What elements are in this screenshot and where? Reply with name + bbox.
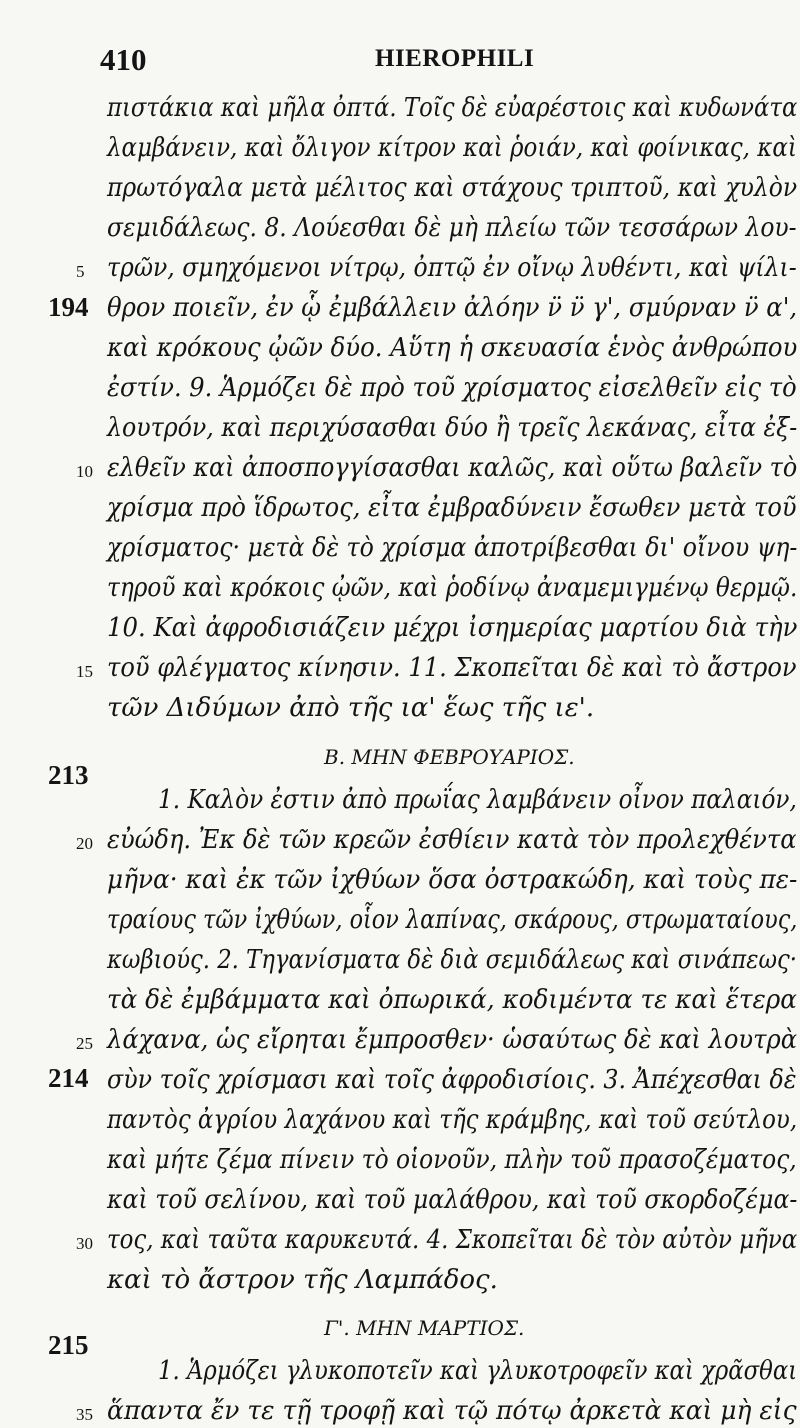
text-line: λαμβάνειν, καὶ ὄλιγον κίτρον καὶ ῥοιάν, καὶ φοίνικας, καὶ	[107, 133, 797, 163]
text-line: 1. Καλὸν ἐστιν ἀπὸ πρωΐας λαμβάνειν οἶνον παλαιόν,	[158, 785, 797, 815]
line-number: 10	[76, 462, 93, 481]
text-line: τραίους τῶν ἰχθύων, οἷον λαπίνας, σκάρους, στρωματαίους,	[107, 905, 798, 935]
margin-number: 214	[48, 1063, 89, 1093]
section-heading-february: B. ΜΗΝ ΦΕΒΡΟΥΑΡΙΟΣ.	[324, 745, 575, 769]
text-line: καὶ τὸ ἄστρον τῆς Λαμπάδος.	[107, 1265, 498, 1295]
text-line: χρίσματος· μετὰ δὲ τὸ χρίσμα ἀποτρίβεσθαι δι' οἴνου ψη-	[107, 533, 798, 563]
text-line: τῶν Διδύμων ἀπὸ τῆς ια' ἕως τῆς ιε'.	[107, 693, 595, 723]
text-line: ἐστίν. 9. Ἁρμόζει δὲ πρὸ τοῦ χρίσματος εἰσελθεῖν εἰς τὸ	[107, 373, 797, 403]
text-line: λάχανα, ὡς εἴρηται ἔμπροσθεν· ὡσαύτως δὲ καὶ λουτρὰ	[107, 1025, 798, 1055]
text-line: τηροῦ καὶ κρόκοις ᾠῶν, καὶ ῥοδίνῳ ἀναμεμιγμένῳ θερμῷ.	[107, 573, 798, 603]
text-line: καὶ μήτε ζέμα πίνειν τὸ οἱονοῦν, πλὴν τοῦ πρασοζέματος,	[107, 1145, 797, 1175]
text-line: ἅπαντα ἔν τε τῇ τροφῇ καὶ τῷ πότῳ ἀρκετὰ καὶ μὴ εἰς	[107, 1396, 797, 1426]
margin-number: 194	[48, 292, 89, 322]
page-number: 410	[100, 42, 147, 77]
text-line: λουτρόν, καὶ περιχύσασθαι δύο ἢ τρεῖς λεκάνας, εἶτα ἐξ-	[107, 413, 798, 443]
text-line: κωβιούς. 2. Τηγανίσματα δὲ διὰ σεμιδάλεως καὶ σινάπεως·	[107, 945, 797, 975]
line-number: 25	[76, 1034, 93, 1053]
text-line: θρον ποιεῖν, ἐν ᾧ ἐμβάλλειν ἀλόην ν̈ ν̈ γ', σμύρναν ν̈ α',	[107, 293, 798, 323]
text-line: 10. Καὶ ἀφροδισιάζειν μέχρι ἰσημερίας μαρτίου διὰ τὴν	[107, 613, 798, 643]
text-line: τὰ δὲ ἐμβάμματα καὶ ὀπωρικά, κοδιμέντα τε καὶ ἕτερα	[107, 985, 797, 1015]
text-line: τρῶν, σμηχόμενοι νίτρῳ, ὀπτῷ ἐν οἴνῳ λυθέντι, καὶ ψίλι-	[107, 253, 797, 283]
line-number: 20	[76, 834, 93, 853]
text-line: σεμιδάλεως. 8. Λούεσθαι δὲ μὴ πλείω τῶν τεσσάρων λου-	[107, 213, 797, 243]
text-line: παντὸς ἀγρίου λαχάνου καὶ τῆς κράμβης, καὶ τοῦ σεύτλου,	[107, 1105, 798, 1135]
text-line: εὐώδη. Ἐκ δὲ τῶν κρεῶν ἐσθίειν κατὰ τὸν προλεχθέντα	[107, 825, 797, 855]
text-line: τος, καὶ ταῦτα καρυκευτά. 4. Σκοπεῖται δὲ τὸν αὐτὸν μῆνα	[107, 1225, 798, 1255]
text-line: 1. Ἁρμόζει γλυκοποτεῖν καὶ γλυκοτροφεῖν καὶ χρᾶσθαι	[158, 1356, 798, 1386]
line-number: 35	[76, 1405, 93, 1424]
text-line: χρίσμα πρὸ ἵδρωτος, εἶτα ἐμβραδύνειν ἔσωθεν μετὰ τοῦ	[107, 493, 797, 523]
text-line: πρωτόγαλα μετὰ μέλιτος καὶ στάχους τριπτοῦ, καὶ χυλὸν	[107, 173, 798, 203]
text-line: καὶ τοῦ σελίνου, καὶ τοῦ μαλάθρου, καὶ τοῦ σκορδοζέμα-	[107, 1185, 798, 1215]
line-number: 30	[76, 1234, 93, 1253]
text-line: σὺν τοῖς χρίσμασι καὶ τοῖς ἀφροδισίοις. 3. Ἀπέχεσθαι δὲ	[107, 1065, 797, 1095]
text-line: τοῦ φλέγματος κίνησιν. 11. Σκοπεῖται δὲ καὶ τὸ ἄστρον	[107, 653, 797, 683]
running-title: HIEROPHILI	[375, 45, 535, 72]
text-line: ελθεῖν καὶ ἀποσπογγίσασθαι καλῶς, καὶ οὕτω βαλεῖν τὸ	[107, 453, 798, 483]
line-number: 5	[76, 262, 85, 281]
margin-number: 213	[48, 760, 89, 790]
line-number: 15	[76, 662, 93, 681]
section-heading-march: Γ'. ΜΗΝ ΜΑΡΤΙΟΣ.	[324, 1316, 525, 1340]
text-line: καὶ κρόκους ᾠῶν δύο. Αὕτη ἡ σκευασία ἑνὸς ἀνθρώπου	[107, 333, 798, 363]
margin-number: 215	[48, 1330, 89, 1360]
text-line: πιστάκια καὶ μῆλα ὀπτά. Τοῖς δὲ εὐαρέστοις καὶ κυδωνάτα	[107, 93, 798, 123]
page-header	[0, 42, 800, 82]
text-line: μῆνα· καὶ ἐκ τῶν ἰχθύων ὅσα ὀστρακώδη, καὶ τοὺς πε-	[107, 865, 798, 895]
